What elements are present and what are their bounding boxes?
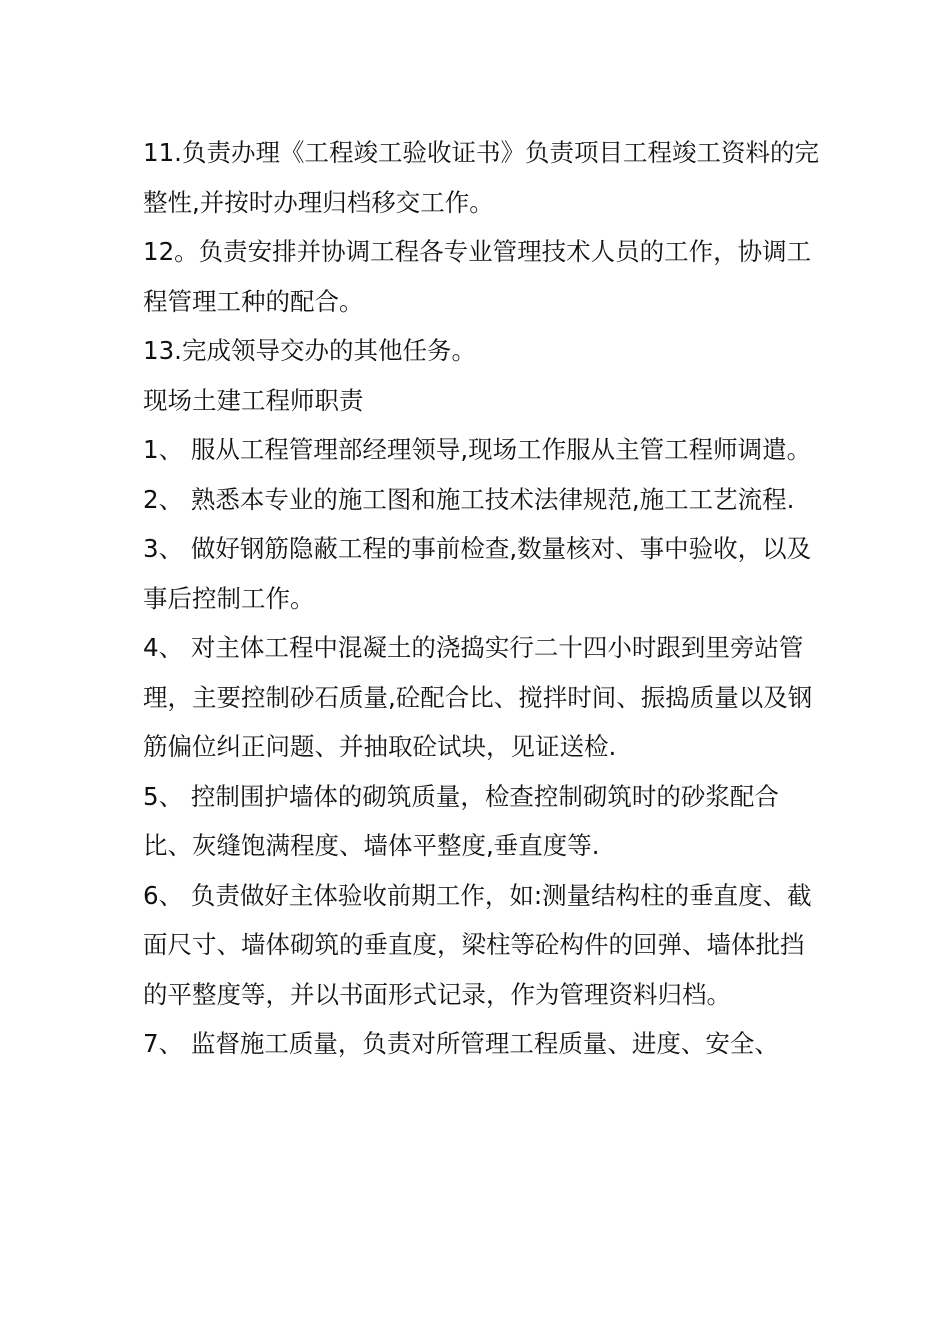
duty-item-6: 6、 负责做好主体验收前期工作，如:测量结构柱的垂直度、截面尺寸、墙体砌筑的垂直度，梁柱等砼构件的回弹、墙体批挡的平整度等，并以书面形式记录，作为管理资料归档。 — [143, 880, 812, 1009]
duty-item-3: 3、 做好钢筋隐蔽工程的事前检查,数量核对、事中验收，以及事后控制工作。 — [143, 534, 812, 613]
paragraph-item-13: 13.完成领导交办的其他任务。 — [143, 336, 476, 365]
duty-item-4: 4、 对主体工程中混凝土的浇捣实行二十四小时跟到里旁站管理，主要控制砂石质量,砼配合比、搅拌时间、振捣质量以及钢筋偏位纠正问题、并抽取砼试块，见证送检. — [143, 633, 813, 761]
duty-item-7: 7、 监督施工质量，负责对所管理工程质量、进度、安全、 — [143, 1029, 779, 1058]
paragraph-item-12: 12。负责安排并协调工程各专业管理技术人员的工作，协调工程管理工种的配合。 — [143, 237, 812, 316]
duty-item-2: 2、 熟悉本专业的施工图和施工技术法律规范,施工工艺流程. — [143, 484, 795, 514]
section-heading: 现场土建工程师职责 — [143, 385, 364, 415]
paragraph-item-11: 11.负责办理《工程竣工验收证书》负责项目工程竣工资料的完整性,并按时办理归档移交工作。 — [143, 138, 819, 217]
duty-item-5: 5、 控制围护墙体的砌筑质量，检查控制砌筑时的砂浆配合比、灰缝饱满程度、墙体平整度,垂直度等. — [143, 781, 779, 860]
duty-item-1: 1、 服从工程管理部经理领导,现场工作服从主管工程师调遣。 — [143, 435, 812, 464]
document-body — [143, 128, 823, 1069]
